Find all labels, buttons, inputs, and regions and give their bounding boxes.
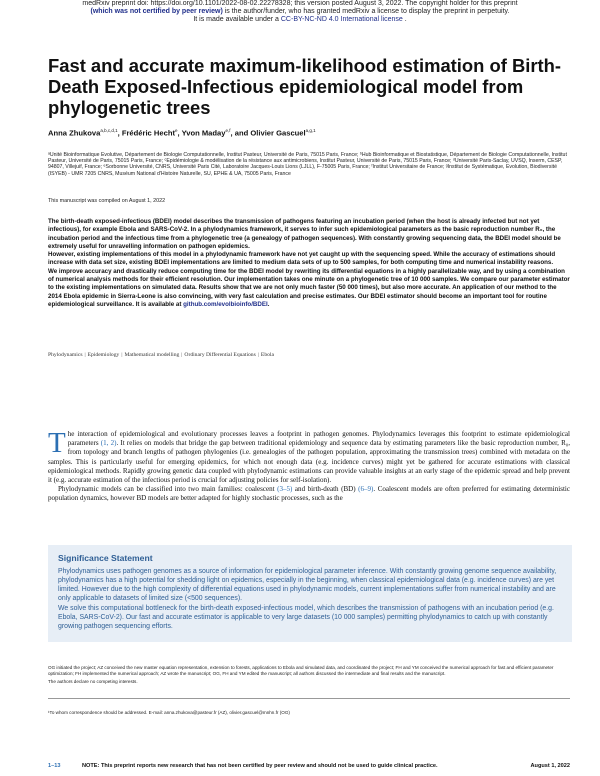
abstract-paragraph (48, 268, 570, 309)
author-name: , Yvon Maday (177, 128, 226, 138)
keyword: Mathematical modelling (124, 352, 180, 358)
page-range: 1–13 (48, 763, 61, 769)
compiled-date: This manuscript was compiled on August 1, 2022 (48, 198, 166, 204)
body-paragraph (48, 427, 571, 485)
license-prefix: It is made available under a (193, 16, 281, 24)
significance-paragraph: Phylodynamics uses pathogen genomes as a source of information for epidemiological parameter inference. With constantly growing genome sequence availability, phylodynamics has a high potential for shedding light on epidemics, especially in the beginning, when classical epidemiological data (e.g. incidence curves) are yet limited. However due to the high complexity of differential equations used in phylodynamic models, current implementations suffer from numerical instability and are only applicable to datasets of limited size (<500 sequences). (58, 568, 557, 603)
peer-review-note: (which was not certified by peer review) (90, 8, 223, 16)
keyword-separator: | (84, 352, 86, 358)
banner-line-2-rest: is the author/funder, who has granted medRxiv a license to display the preprint in perpetuity. (222, 8, 510, 16)
author-affil: e,f (225, 128, 231, 133)
citation-link[interactable]: (6–9) (358, 485, 374, 494)
keyword: Ebola (260, 352, 274, 358)
banner-line-3 (0, 16, 600, 24)
author-name: , and Olivier Gascuel (230, 128, 306, 138)
author-list (48, 128, 568, 138)
keyword-separator: | (257, 352, 259, 358)
keyword: Epidemiology (87, 352, 120, 358)
keyword: Ordinary Differential Equations (184, 352, 256, 358)
body-paragraph (48, 485, 570, 503)
body-text-run: . It relies on models that bridge the gap between traditional epidemiology and sequence data by estimating parameters like the basic reproduction number, R₀, from topology and branch lengths of pathogen phylogenies (i.e. genealogies of the pathogen population, approximating the transmission trees) combined with metadata on the samples. This is particularly useful for emerging epidemics, for which not enough data (e.g. incidence curves) might yet be gathered for accurate estimations with classical epidemiological methods. Rapidly growing genetic data coupled with phylodynamic estimations can provide valuable insights at an early stage of the epidemic spread and help prevent it (e.g. accurate estimation of the infectious period is crucial for adjusting policies for self-isolation). (48, 439, 571, 485)
github-link[interactable]: github.com/evolbioinfo/BDEI (183, 300, 268, 308)
body-text-run: he interaction of epidemiological and evolutionary processes leaves a footprint in pathogen genomes. Phylodynamics leverages this footprint to estimate epidemiological parameters (67, 430, 570, 448)
citation-link[interactable]: (1, 2) (100, 439, 117, 448)
drop-cap: T (48, 427, 66, 459)
significance-heading: Significance Statement (58, 553, 153, 563)
abstract-paragraph: The birth-death exposed-infectious (BDEI) model describes the transmission of pathogens featuring an incubation period (when the host is already infected but not yet infectious), for example Ebola and SARS-CoV-2. In a phylodynamics framework, it serves to infer such epidemiological parameters as the basic reproduction number R₀, the incubation period and the infectious time from a phylogenetic tree (a genealogy of pathogen sequences). With constantly growing sequencing data, the BDEI model should be extremely useful for unravelling information on pathogen epidemics. (48, 218, 561, 250)
footer-date: August 1, 2022 (530, 763, 570, 769)
citation-link[interactable]: (3–5) (277, 485, 293, 494)
abstract-end: . (267, 300, 270, 308)
keyword-separator: | (181, 352, 183, 358)
author-affil: a,b,c,d,1 (100, 128, 118, 133)
paper-title: Fast and accurate maximum-likelihood estimation of Birth-Death Exposed-Infectious epidemiological model from phylogenetic trees (48, 55, 561, 118)
body-text (48, 427, 571, 504)
author-name: Anna Zhukova (48, 128, 101, 138)
significance-box (48, 545, 572, 642)
author-contributions (48, 665, 570, 688)
abstract-text: We improve accuracy and drastically reduce computing time for the BDEI model by rewriting its differential equations in a highly parallelizable way, and by using a combination of numerical analysis methods for their efficient resolution. Our implementation takes one minute on a phylogenetic tree of 10 000 samples. We compare our parameter estimator to the existing implementations on simulated data. Results show that we are not only much faster (50 000 times), but also more accurate. An application of our method to the 2014 Ebola epidemic in Sierra-Leone is also convincing, with very fast calculation and precise estimates. Our BDEI estimator should become an important tool for routine epidemiological surveillance. It is available at (48, 267, 570, 308)
competing-interests: The authors declare no competing interests. (48, 679, 138, 685)
preprint-disclaimer: NOTE: This preprint reports new research that has not been certified by peer review and should not be used to guide clinical practice. (82, 763, 438, 769)
keywords (48, 352, 274, 358)
abstract (48, 218, 570, 309)
significance-text (58, 567, 563, 631)
correspondence-note: ¹To whom correspondence should be addressed. E-mail: anna.zhukova@pasteur.fr (AZ), olivier.gascuel@mnhn.fr (OG) (48, 710, 290, 715)
footnote-divider (48, 698, 570, 699)
contributions-text: OG initiated the project; AZ conceived the new master equation representation, extension to forests, applications to Ebola and simulated data, and coordinated the project; FH and YM conceived the numerical approach for fast and efficient parameter optimization; FH implemented the numerical approach; AZ wrote the manuscript; OG, FH and YM edited the manuscript; all authors discussed the intermediate and final results and the manuscript. (48, 665, 554, 677)
abstract-paragraph: However, existing implementations of this model in a phylodynamic framework have not yet caught up with the sequencing speed. While the accuracy of estimations should increase with data set size, existing BDEI implementations are limited to medium data sets of up to 500 samples, for both computing time and numerical instability reasons. (48, 251, 556, 267)
significance-paragraph: We solve this computational bottleneck for the birth-death exposed-infectious model, which describes the transmission of pathogens with an incubation period (e.g. Ebola, SARS-CoV-2). Our fast and accurate estimator is applicable to very large datasets (10 000 samples) permitting phylodynamics to catch up with constantly growing pathogen sequencing efforts. (58, 604, 554, 630)
author-name: , Frédéric Hecht (117, 128, 175, 138)
banner-line-1: medRxiv preprint doi: https://doi.org/10.1101/2022-08-02.22278328; this version posted August 3, 2022. The copyright holder for this preprint (82, 0, 518, 7)
keyword-separator: | (121, 352, 123, 358)
body-text-run: and birth-death (BD) (292, 485, 359, 494)
author-affil: e (175, 128, 178, 133)
author-affil: a,g,1 (305, 128, 316, 133)
keyword: Phylodynamics (48, 352, 83, 358)
license-link[interactable]: CC-BY-NC-ND 4.0 International license (280, 16, 403, 24)
license-suffix: . (402, 16, 407, 24)
body-text-run: Phylodynamic models can be classified into two main families: coalescent (58, 485, 278, 494)
banner-line-2 (0, 8, 600, 16)
preprint-banner (0, 0, 600, 25)
body-text-run: . Coalescent models are often preferred for estimating deterministic population dynamics, however BD models are better adapted for highly stochastic processes, such as the (48, 485, 570, 503)
affiliations: ᵃUnité Bioinformatique Evolutive, Département de Biologie Computationnelle, Institut Pasteur, Université de Paris, 75015 Paris, France; ᵇHub Bioinformatique et Biostatistique, Département de Biologie Computationnelle, Institut Pasteur, Université de Paris, 75015 Paris, France; ᶜEpidémiologie & modélisation de la résistance aux antimicrobiens, Institut Pasteur, Université de Paris, 75015 Paris, France; ᵈUniversité Paris-Saclay, UVSQ, Inserm, CESP, 94807, Villejuif, France; ᵉSorbonne Université, CNRS, Université Paris Cité, Laboratoire Jacques-Louis Lions (LJLL), F-75005 Paris, France; ᶠInstitut Universitaire de France; ᵍInstitut de Systématique, Evolution, Biodiversité (ISYEB) - UMR 7205 CNRS, Muséum National d'Histoire Naturelle, SU, EPHE & UA, 75005 Paris, France (48, 152, 567, 177)
